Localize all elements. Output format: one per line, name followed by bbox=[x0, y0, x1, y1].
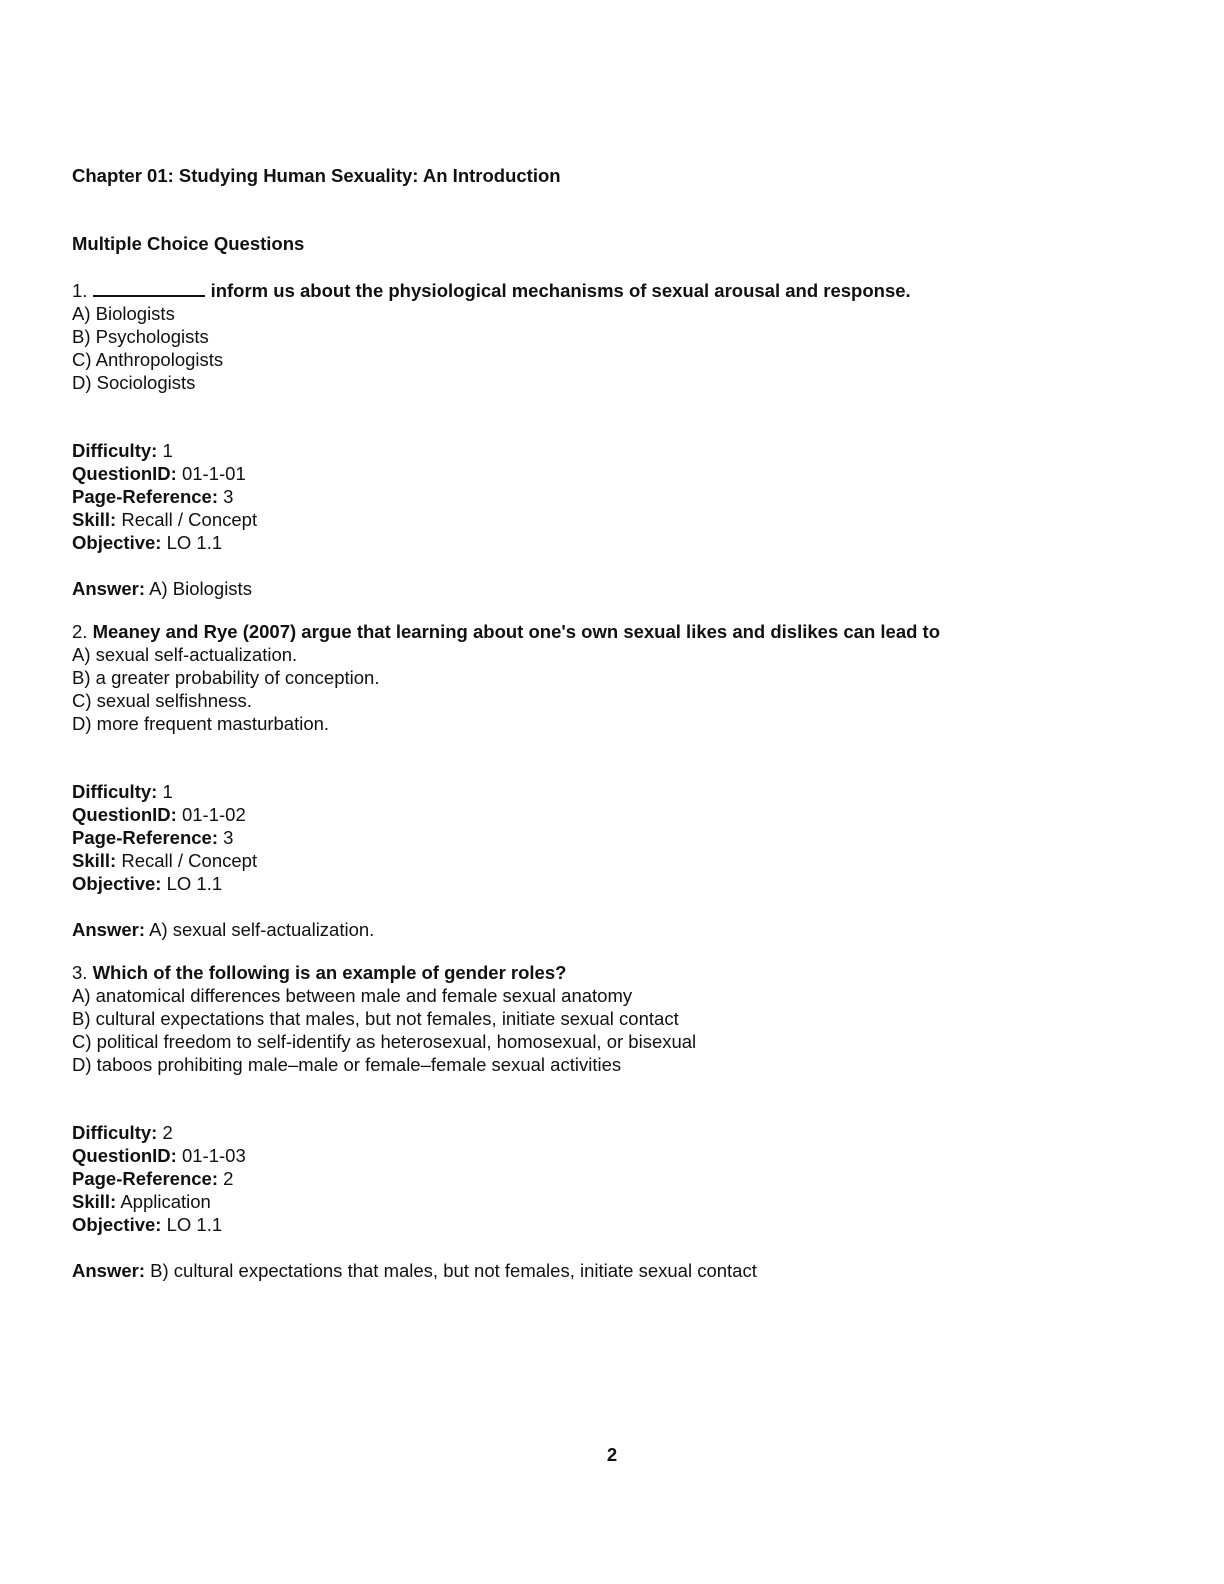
objective-line bbox=[72, 872, 1172, 895]
objective-value: LO 1.1 bbox=[166, 532, 223, 553]
question-id-line bbox=[72, 462, 1172, 485]
option-b: B) a greater probability of conception. bbox=[72, 667, 380, 688]
option-c: C) sexual selfishness. bbox=[72, 690, 252, 711]
answer-line bbox=[72, 1259, 1172, 1282]
difficulty-line bbox=[72, 439, 1172, 462]
answer-label: Answer: bbox=[72, 919, 145, 940]
option-a: A) Biologists bbox=[72, 303, 175, 324]
fill-in-blank bbox=[93, 280, 205, 297]
question-number: 3. bbox=[72, 962, 88, 983]
skill-label: Skill: bbox=[72, 850, 117, 871]
option-d: D) more frequent masturbation. bbox=[72, 713, 330, 734]
question-id-value: 01-1-01 bbox=[181, 463, 246, 484]
question-text: Meaney and Rye (2007) argue that learning about one's own sexual likes and dislikes can lead to bbox=[92, 621, 941, 642]
difficulty-value: 1 bbox=[162, 781, 173, 802]
answer-value: B) cultural expectations that males, but not females, initiate sexual contact bbox=[150, 1260, 757, 1281]
option-d: D) taboos prohibiting male–male or female–female sexual activities bbox=[72, 1054, 622, 1075]
question-text: Which of the following is an example of gender roles? bbox=[92, 962, 567, 983]
answer-label: Answer: bbox=[72, 578, 145, 599]
objective-line bbox=[72, 1213, 1172, 1236]
difficulty-label: Difficulty: bbox=[72, 440, 158, 461]
skill-value: Recall / Concept bbox=[121, 509, 258, 530]
question-text: inform us about the physiological mechanisms of sexual arousal and response. bbox=[210, 280, 911, 301]
page-reference-value: 2 bbox=[223, 1168, 234, 1189]
question-id-line bbox=[72, 1144, 1172, 1167]
option-c: C) political freedom to self-identify as heterosexual, homosexual, or bisexual bbox=[72, 1031, 697, 1052]
question-metadata bbox=[72, 780, 1172, 895]
option-b: B) Psychologists bbox=[72, 326, 209, 347]
difficulty-line bbox=[72, 1121, 1172, 1144]
question-id-label: QuestionID: bbox=[72, 804, 177, 825]
question-id-line bbox=[72, 803, 1172, 826]
objective-label: Objective: bbox=[72, 1214, 162, 1235]
skill-value: Recall / Concept bbox=[121, 850, 258, 871]
page-reference-line bbox=[72, 485, 1172, 508]
answer-line bbox=[72, 918, 1172, 941]
question-stem bbox=[72, 620, 1172, 643]
section-title: Multiple Choice Questions bbox=[72, 233, 305, 254]
difficulty-label: Difficulty: bbox=[72, 1122, 158, 1143]
skill-value: Application bbox=[120, 1191, 211, 1212]
skill-line bbox=[72, 508, 1172, 531]
objective-label: Objective: bbox=[72, 532, 162, 553]
skill-line bbox=[72, 1190, 1172, 1213]
option-a: A) anatomical differences between male and female sexual anatomy bbox=[72, 985, 633, 1006]
difficulty-line bbox=[72, 780, 1172, 803]
page-reference-line bbox=[72, 826, 1172, 849]
option-d: D) Sociologists bbox=[72, 372, 196, 393]
question-stem bbox=[72, 961, 1172, 984]
question-id-value: 01-1-02 bbox=[181, 804, 246, 825]
skill-label: Skill: bbox=[72, 509, 117, 530]
skill-label: Skill: bbox=[72, 1191, 117, 1212]
answer-options bbox=[72, 302, 1172, 394]
objective-value: LO 1.1 bbox=[166, 873, 223, 894]
question-stem bbox=[72, 279, 1172, 302]
difficulty-label: Difficulty: bbox=[72, 781, 158, 802]
answer-label: Answer: bbox=[72, 1260, 145, 1281]
page-reference-label: Page-Reference: bbox=[72, 486, 219, 507]
question-id-label: QuestionID: bbox=[72, 463, 177, 484]
objective-value: LO 1.1 bbox=[166, 1214, 223, 1235]
answer-value: A) sexual self-actualization. bbox=[149, 919, 375, 940]
question-metadata bbox=[72, 1121, 1172, 1236]
page-reference-value: 3 bbox=[223, 486, 234, 507]
page-reference-value: 3 bbox=[223, 827, 234, 848]
question-1 bbox=[72, 279, 1172, 600]
objective-line bbox=[72, 531, 1172, 554]
question-metadata bbox=[72, 439, 1172, 554]
question-number: 2. bbox=[72, 621, 88, 642]
question-2 bbox=[72, 620, 1172, 941]
answer-value: A) Biologists bbox=[149, 578, 252, 599]
page-reference-label: Page-Reference: bbox=[72, 1168, 219, 1189]
objective-label: Objective: bbox=[72, 873, 162, 894]
page-reference-line bbox=[72, 1167, 1172, 1190]
page-number: 2 bbox=[606, 1444, 618, 1465]
skill-line bbox=[72, 849, 1172, 872]
answer-options bbox=[72, 984, 1172, 1076]
option-a: A) sexual self-actualization. bbox=[72, 644, 298, 665]
question-id-value: 01-1-03 bbox=[181, 1145, 246, 1166]
question-3 bbox=[72, 961, 1172, 1282]
question-number: 1. bbox=[72, 280, 88, 301]
option-c: C) Anthropologists bbox=[72, 349, 224, 370]
chapter-title: Chapter 01: Studying Human Sexuality: An Introduction bbox=[72, 165, 561, 186]
question-id-label: QuestionID: bbox=[72, 1145, 177, 1166]
page-reference-label: Page-Reference: bbox=[72, 827, 219, 848]
option-b: B) cultural expectations that males, but not females, initiate sexual contact bbox=[72, 1008, 679, 1029]
answer-line bbox=[72, 577, 1172, 600]
answer-options bbox=[72, 643, 1172, 735]
difficulty-value: 1 bbox=[162, 440, 173, 461]
difficulty-value: 2 bbox=[162, 1122, 173, 1143]
